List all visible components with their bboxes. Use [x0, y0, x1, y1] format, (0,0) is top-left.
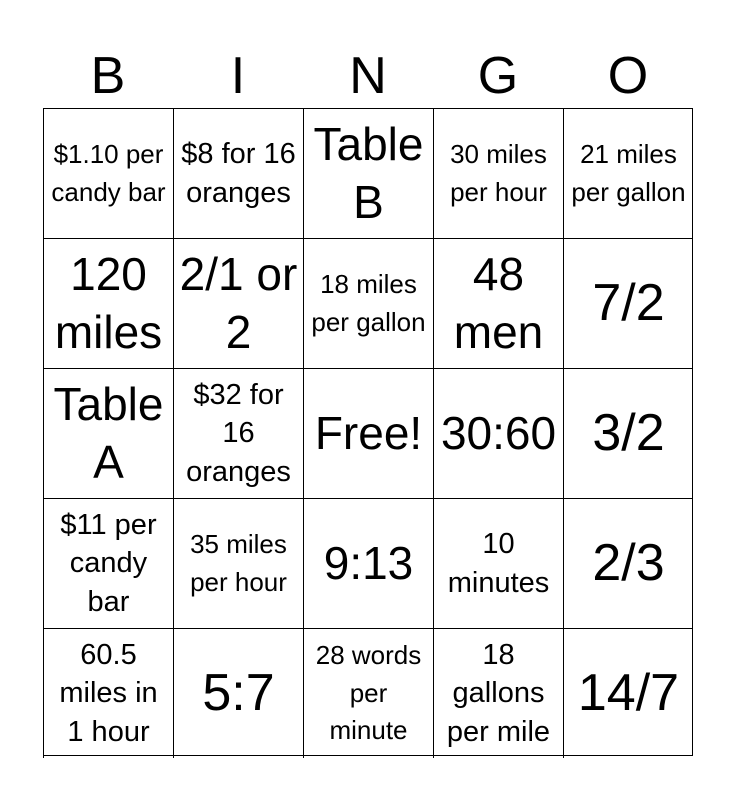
bingo-cell[interactable]: 5:7 [173, 628, 303, 758]
bingo-card-grid [43, 108, 693, 756]
bingo-cell[interactable]: 2/1 or 2 [173, 238, 303, 368]
header-letter-g: G [477, 47, 519, 105]
bingo-cell[interactable]: 18 miles per gallon [303, 238, 433, 368]
bingo-cell[interactable]: 18 gallons per mile [433, 628, 563, 758]
bingo-cell[interactable]: 48 men [433, 238, 563, 368]
bingo-cell[interactable]: 28 words per minute [303, 628, 433, 758]
bingo-cell[interactable]: 14/7 [563, 628, 693, 758]
header-letter-o: O [607, 47, 649, 105]
bingo-cell[interactable]: 35 miles per hour [173, 498, 303, 628]
bingo-cell[interactable]: $11 per candy bar [43, 498, 173, 628]
bingo-cell[interactable]: 9:13 [303, 498, 433, 628]
bingo-cell[interactable]: 3/2 [563, 368, 693, 498]
bingo-cell[interactable]: 7/2 [563, 238, 693, 368]
bingo-header [43, 44, 693, 108]
bingo-cell[interactable]: 60.5 miles in 1 hour [43, 628, 173, 758]
bingo-cell[interactable]: 2/3 [563, 498, 693, 628]
bingo-cell[interactable]: 10 minutes [433, 498, 563, 628]
bingo-cell[interactable]: $8 for 16 oranges [173, 108, 303, 238]
bingo-cell[interactable]: 21 miles per gallon [563, 108, 693, 238]
bingo-cell[interactable]: 120 miles [43, 238, 173, 368]
bingo-cell[interactable]: Table A [43, 368, 173, 498]
header-letter-i: I [230, 47, 246, 105]
bingo-cell[interactable]: 30:60 [433, 368, 563, 498]
header-letter-b: B [90, 47, 126, 105]
header-letter-n: N [349, 47, 387, 105]
free-space-cell[interactable]: Free! [303, 368, 433, 498]
bingo-cell[interactable]: 30 miles per hour [433, 108, 563, 238]
bingo-cell[interactable]: Table B [303, 108, 433, 238]
bingo-cell[interactable]: $1.10 per candy bar [43, 108, 173, 238]
bingo-cell[interactable]: $32 for 16 oranges [173, 368, 303, 498]
